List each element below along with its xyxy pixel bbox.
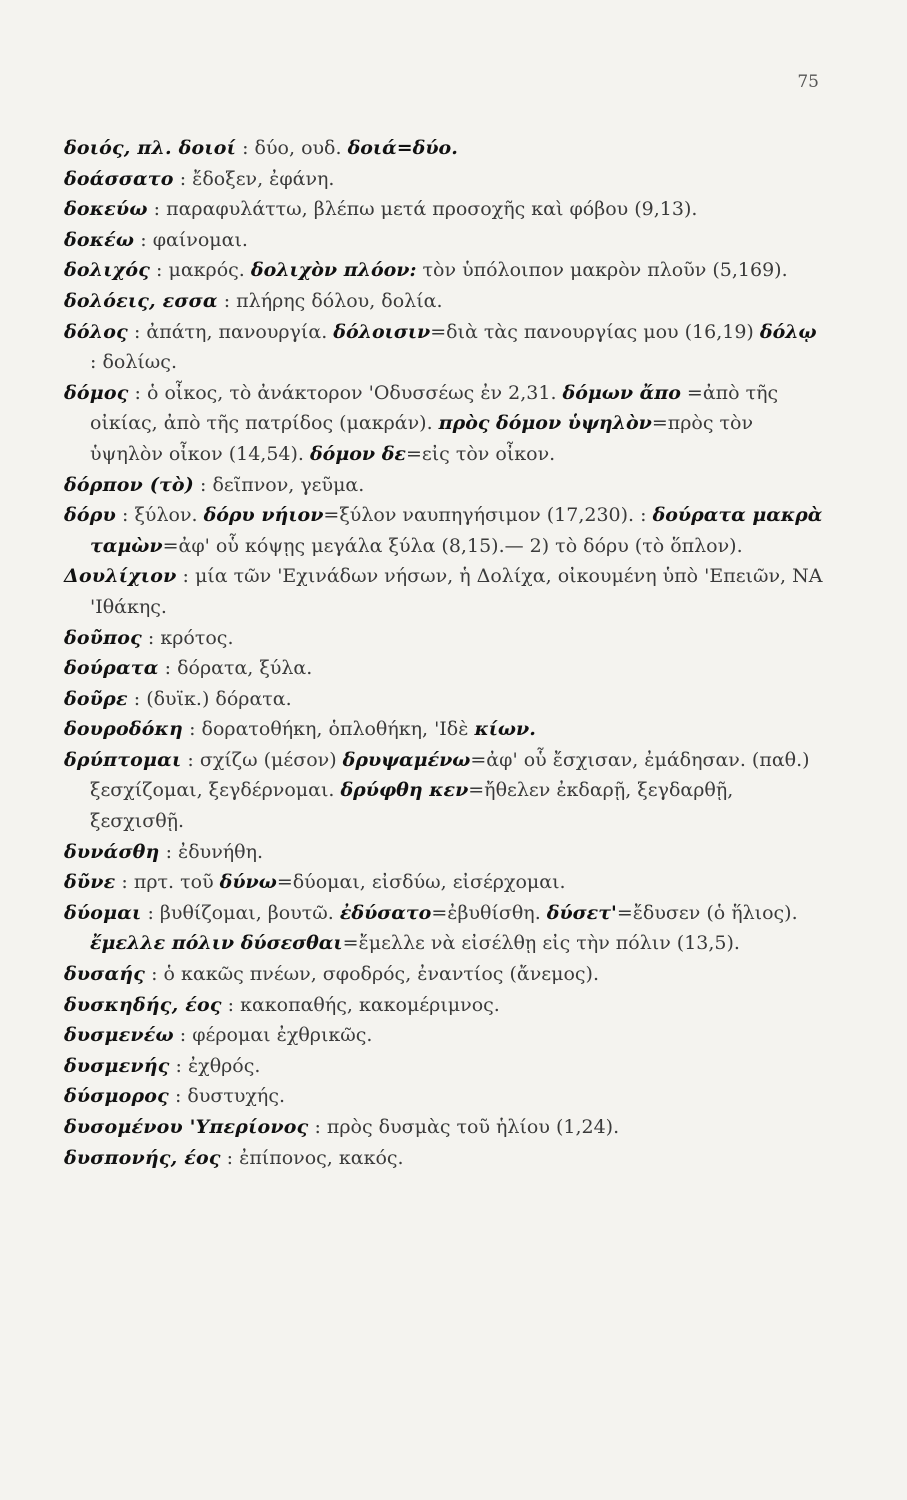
headword: δρύπτομαι	[64, 748, 182, 771]
definition: : βυθίζομαι, βουτῶ.	[141, 901, 340, 924]
definition: =ἀπὸ τῆς οἰκίας, ἀπὸ τῆς πατρίδος (μακράν).	[90, 381, 779, 435]
headword: δόμος	[64, 381, 129, 404]
headword: δύομαι	[64, 901, 142, 924]
cited-form: δόμον δε	[310, 442, 406, 465]
page-number: 75	[797, 72, 819, 92]
cited-form: ἐδύσατο	[339, 901, 432, 924]
headword: δολιχός	[64, 259, 151, 282]
definition: : σχίζω (μέσον)	[181, 748, 343, 771]
definition: : μακρός.	[150, 259, 251, 282]
headword: δυσμενής	[64, 1054, 170, 1077]
cited-form: δρύφθη κεν	[340, 779, 469, 802]
headword: δυσπονής, έος	[64, 1146, 221, 1169]
cited-form: δρυψαμένω	[342, 748, 471, 771]
definition: =δύομαι, εἰσδύω, εἰσέρχομαι.	[276, 871, 566, 894]
cited-form: δόρυ νήιον	[203, 504, 324, 527]
headword: δόρπον (τὸ)	[64, 473, 194, 496]
entry-dokeo	[64, 225, 824, 256]
entry-doru	[64, 500, 824, 561]
headword: δυσκηδής, έος	[64, 993, 222, 1016]
cited-form: ἔμελλε πόλιν δύσεσθαι	[90, 932, 343, 955]
entry-dorpon	[64, 470, 824, 501]
headword: δοῦπος	[64, 626, 142, 649]
cited-form: δολιχὸν πλόον:	[250, 259, 417, 282]
headword: δύσμορος	[64, 1085, 169, 1108]
headword: δυσομένου 'Υπερίονος	[64, 1116, 309, 1138]
entry-doios	[64, 133, 824, 164]
definition: : κακοπαθής, κακομέριμνος.	[221, 993, 500, 1016]
cited-form: δοιά=δύο.	[347, 137, 458, 159]
entry-doloeis	[64, 286, 824, 317]
definition: : πρτ. τοῦ	[115, 871, 220, 894]
entry-dourodoke	[64, 714, 824, 745]
entry-dourata	[64, 653, 824, 684]
definition: : φέρομαι ἐχθρικῶς.	[173, 1024, 373, 1047]
entry-doupos	[64, 623, 824, 654]
definition: τὸν ὑπόλοιπον μακρὸν πλοῦν (5,169).	[416, 259, 788, 282]
entry-doulichion	[64, 561, 824, 622]
headword: δολόεις, εσσα	[64, 289, 218, 312]
entry-dolos	[64, 317, 824, 378]
entry-dysomenou	[64, 1112, 824, 1143]
definition: : ὁ οἶκος, τὸ ἀνάκτορον 'Οδυσσέως ἐν 2,31.	[128, 381, 563, 404]
headword: δυσμενέω	[64, 1024, 174, 1047]
definition: : ἔδοξεν, ἐφάνη.	[173, 167, 335, 190]
entry-dysmenes	[64, 1051, 824, 1082]
entry-dyne	[64, 867, 824, 898]
definition: : παραφυλάττω, βλέπω μετά προσοχῆς καὶ φόβου (9,13).	[147, 198, 698, 221]
entry-dyskedes	[64, 990, 824, 1021]
definition: =ἔμελλε νὰ εἰσέλθῃ εἰς τὴν πόλιν (13,5).	[342, 932, 740, 955]
definition: =πρὸς τὸν ὑψηλὸν οἶκον (14,54).	[90, 412, 754, 465]
definition: : (δυϊκ.) δόρατα.	[127, 687, 292, 710]
entry-dysmoros	[64, 1081, 824, 1112]
entry-domos	[64, 378, 824, 470]
definition: : φαίνομαι.	[134, 228, 248, 251]
entry-dokeuo	[64, 194, 824, 225]
entry-dryptomai	[64, 745, 824, 837]
definition: : δορατοθήκη, ὁπλοθήκη, 'Ιδὲ	[183, 718, 475, 741]
definition: =ἀφ' οὗ κόψῃς μεγάλα ξύλα (8,15).— 2) τὸ δόρυ (τὸ ὅπλον).	[162, 534, 743, 557]
definition: =ἀφ' οὗ ἔσχισαν, ἐμάδησαν. (παθ.) ξεσχίζομαι, ξεγδέρνομαι.	[90, 748, 810, 802]
headword: δοιός, πλ. δοιοί	[64, 137, 237, 159]
entry-dynasthe	[64, 837, 824, 868]
headword: δῦνε	[64, 871, 116, 894]
definition: : ὁ κακῶς πνέων, σφοδρός, ἐναντίος (ἄνεμος).	[145, 963, 599, 986]
definition: : δόρατα, ξύλα.	[158, 657, 313, 680]
headword: δοκεύω	[64, 198, 148, 221]
entry-dysaes	[64, 959, 824, 990]
entry-dyomai	[64, 898, 824, 959]
cited-form: δούρατα μακρὰ ταμὼν	[90, 504, 823, 557]
cited-form: δόμων ἄπο	[562, 381, 681, 404]
headword: δοάσσατο	[64, 167, 174, 190]
definition: : πλήρης δόλου, δολία.	[217, 289, 443, 312]
headword: δοῦρε	[64, 687, 128, 710]
entry-doassato	[64, 164, 824, 195]
cited-form: δόλοισιν	[333, 320, 431, 343]
entry-dolichos	[64, 255, 824, 286]
headword: δυσαής	[64, 963, 146, 986]
definition: =διὰ τὰς πανουργίας μου (16,19)	[430, 320, 760, 343]
definition: : δολίως.	[90, 351, 177, 374]
definition: : πρὸς δυσμὰς τοῦ ἡλίου (1,24).	[308, 1116, 620, 1138]
entry-list	[64, 133, 824, 1173]
entry-doure	[64, 684, 824, 715]
cited-form: πρὸς δόμον ὑψηλὸν	[438, 412, 652, 435]
cited-form: κίων.	[474, 718, 536, 741]
definition: =ξύλον ναυπηγήσιμον (17,230). :	[323, 504, 653, 527]
definition: =ἔδυσεν (ὁ ἥλιος).	[616, 901, 798, 924]
cited-form: δύνω	[219, 871, 277, 894]
headword: δόρυ	[64, 504, 116, 527]
definition: =ἤθελεν ἐκδαρῇ, ξεγδαρθῇ, ξεσχισθῇ.	[90, 779, 734, 833]
definition: : ξύλον.	[115, 504, 204, 527]
headword: δουροδόκη	[64, 718, 184, 741]
entry-dysmeneo	[64, 1020, 824, 1051]
definition: : ἀπάτη, πανουργία.	[127, 320, 334, 343]
definition: : ἐχθρός.	[169, 1054, 261, 1077]
headword: δοκέω	[64, 228, 135, 251]
definition: =εἰς τὸν οἶκον.	[405, 442, 556, 465]
definition: =ἐβυθίσθη.	[431, 901, 547, 924]
definition: : δυστυχής.	[168, 1085, 285, 1108]
cited-form: δόλῳ	[759, 320, 817, 343]
definition: : μία τῶν 'Εχινάδων νήσων, ἡ Δολίχα, οἰκουμένη ὑπὸ 'Επειῶν, ΝΑ 'Ιθάκης.	[90, 565, 823, 618]
definition: : ἐπίπονος, κακός.	[220, 1146, 404, 1169]
headword: δυνάσθη	[64, 840, 160, 863]
definition: : ἐδυνήθη.	[159, 840, 264, 863]
entry-dysponos	[64, 1143, 824, 1174]
headword: Δουλίχιον	[64, 565, 177, 588]
cited-form: δύσετ'	[546, 901, 617, 924]
definition: : δύο, ουδ.	[236, 137, 348, 159]
definition: : δεῖπνον, γεῦμα.	[194, 473, 365, 496]
definition: : κρότος.	[141, 626, 234, 649]
headword: δόλος	[64, 320, 128, 343]
headword: δούρατα	[64, 657, 159, 680]
